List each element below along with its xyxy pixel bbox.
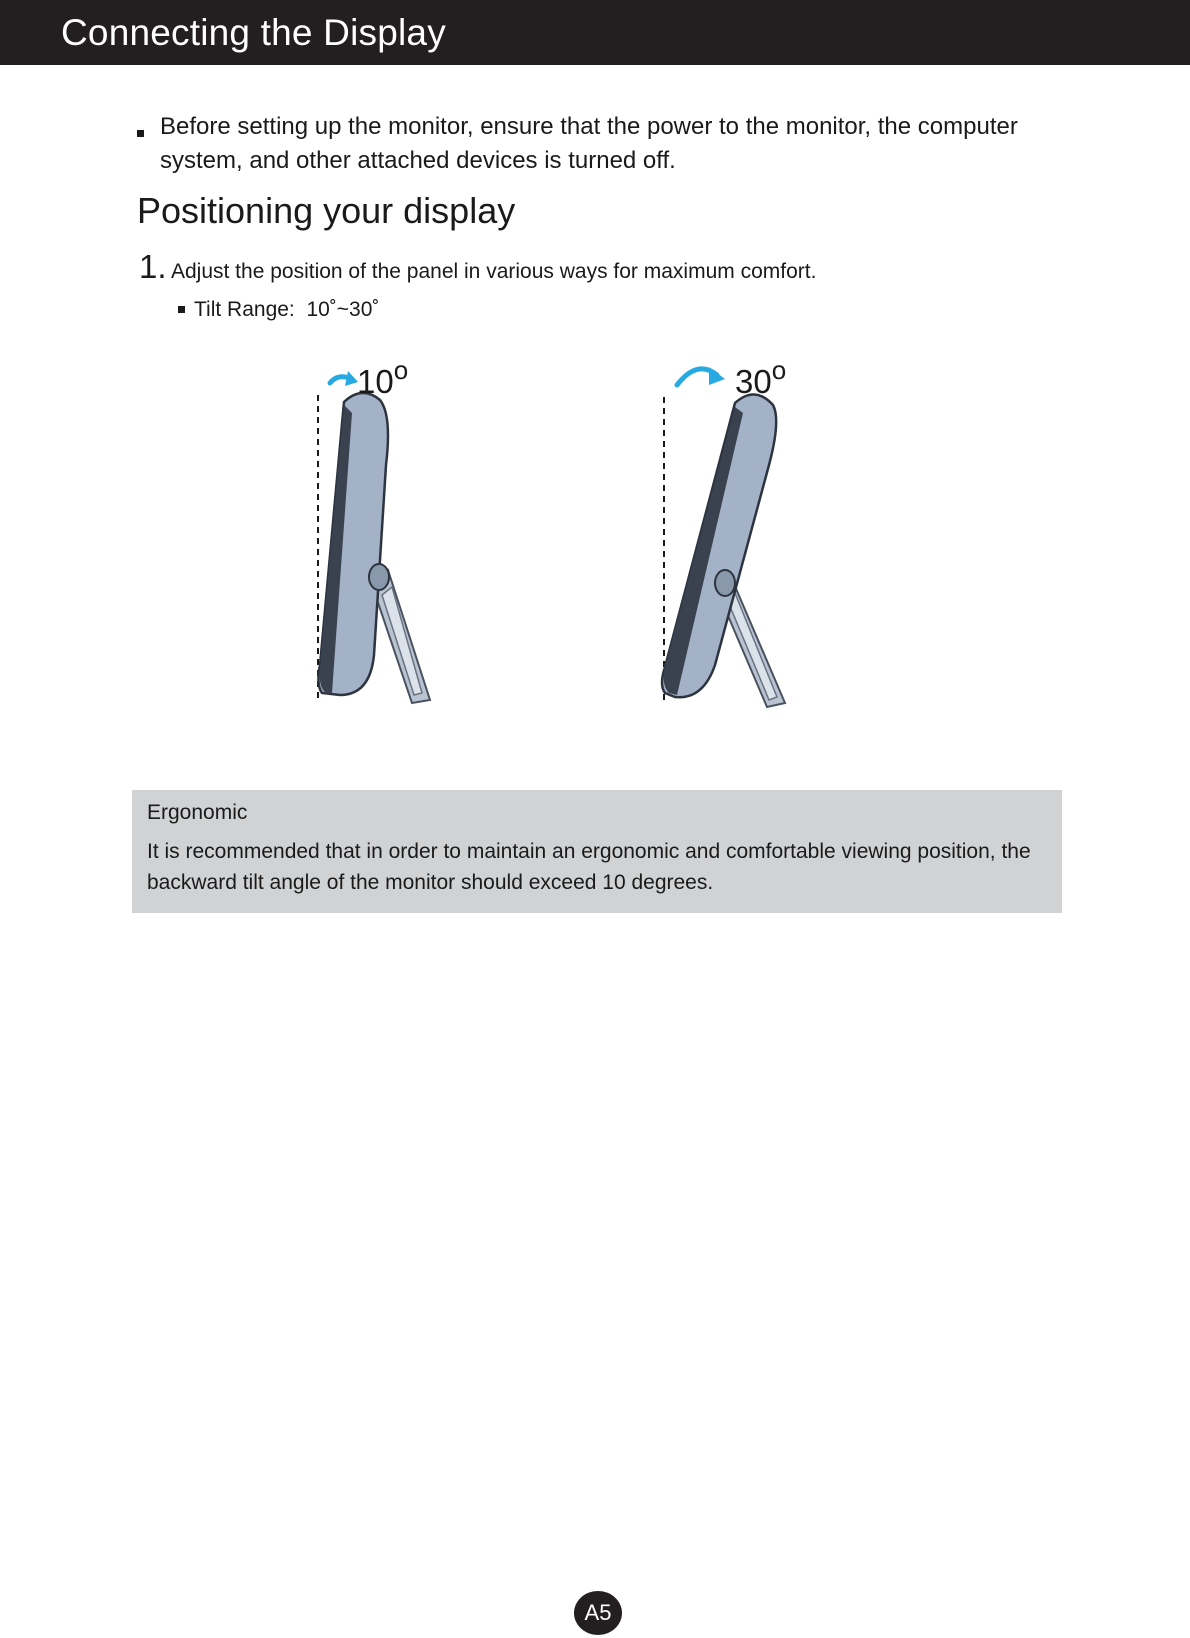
tilt-figure-30 [645,355,825,735]
angle-value: 30 [735,363,772,400]
tilt-range-label: Tilt Range: [194,298,295,321]
angle-label-10 [357,355,409,401]
monitor-side-30-icon [645,355,825,735]
degree-symbol: o [393,355,409,385]
step-number: 1. [139,248,167,285]
bullet-square-icon [137,130,144,137]
monitor-side-10-icon [300,355,470,735]
step-1 [139,248,816,286]
ergonomic-note [132,790,1062,913]
note-text: It is recommended that in order to maintain an ergonomic and comfortable viewing position, the backward tilt angle of the monitor should exceed 10 degrees. [147,840,1031,894]
header-bar [0,0,1190,65]
section-heading: Positioning your display [137,190,516,231]
tilt-range-value: 10˚~30˚ [306,298,380,321]
page-number: A5 [574,1591,622,1635]
page-title: Connecting the Display [61,12,446,53]
intro-text: Before setting up the monitor, ensure that the power to the monitor, the computer system, and other attached devices is turned off. [160,113,1018,174]
tilt-figure-10 [300,355,470,735]
bullet-square-icon [178,306,185,313]
step-text: Adjust the position of the panel in various ways for maximum comfort. [170,260,817,283]
degree-symbol: o [771,355,787,385]
tilt-range [178,298,379,322]
note-title: Ergonomic [147,801,248,824]
angle-value: 10 [357,363,394,400]
angle-label-30 [735,355,787,401]
